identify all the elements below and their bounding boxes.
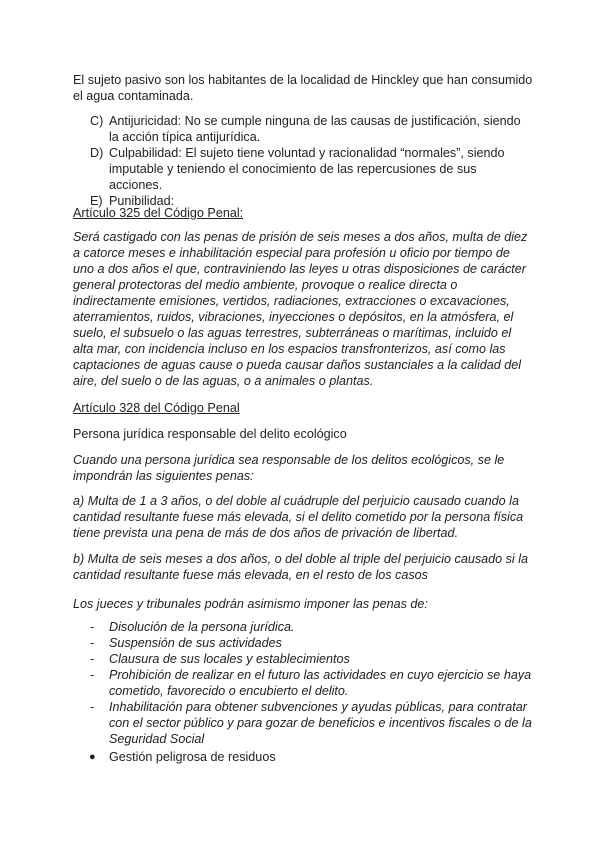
list-text: Suspensión de sus actividades xyxy=(109,636,282,650)
bullet-icon: ● xyxy=(89,751,96,763)
dash-marker: - xyxy=(90,652,95,666)
list-item xyxy=(73,113,533,145)
intro-paragraph: El sujeto pasivo son los habitantes de la localidad de Hinckley que han consumido el agua contaminada. xyxy=(73,73,533,103)
list-item xyxy=(73,619,533,635)
list-item xyxy=(73,651,533,667)
article-328-intro: Cuando una persona jurídica sea responsable de los delitos ecológicos, se le impondrán las siguientes penas: xyxy=(73,453,505,483)
list-text: Punibilidad: xyxy=(109,194,175,208)
dash-marker: - xyxy=(90,636,95,650)
dash-marker: - xyxy=(90,668,95,682)
list-text: Culpabilidad: El sujeto tiene voluntad y racionalidad “normales”, siendo imputable y teniendo el conocimiento de las repercusiones de sus acciones. xyxy=(109,146,505,192)
elements-list xyxy=(73,113,533,209)
article-328-subtitle: Persona jurídica responsable del delito ecológico xyxy=(73,427,347,441)
list-item xyxy=(73,699,533,747)
list-item xyxy=(73,749,533,765)
dash-marker: - xyxy=(90,620,95,634)
list-text: Antijuricidad: No se cumple ninguna de las causas de justificación, siendo la acción típica antijurídica. xyxy=(109,114,521,144)
article-325-heading: Artículo 325 del Código Penal: xyxy=(73,206,244,220)
list-letter: D) xyxy=(90,146,104,160)
article-328-heading: Artículo 328 del Código Penal xyxy=(73,401,240,415)
list-item xyxy=(73,635,533,651)
residuos-list xyxy=(73,749,533,765)
article-325-text: Será castigado con las penas de prisión de seis meses a dos años, multa de diez a catorce meses e inhabilitación especial para profesión u oficio por tiempo de uno a dos años el que, contraviniendo las leyes u otras disposiciones de carácter general protectoras del medio ambiente, provoque o realice directa o indirectamente emisiones, vertidos, radiaciones, extracciones o excavaciones, aterramientos, ruidos, vibraciones, inyecciones o depósitos, en la atmósfera, el suelo, el subsuelo o las aguas terrestres, subterráneas o marítimas, incluido el alta mar, con incidencia incluso en los espacios transfronterizos, así como las captaciones de aguas cause o pueda causar daños sustanciales a la calidad del aire, del suelo o de las aguas, o a animales o plantas. xyxy=(73,230,528,388)
list-text: Disolución de la persona jurídica. xyxy=(109,620,295,634)
dash-marker: - xyxy=(90,700,95,714)
penalties-list xyxy=(73,619,533,747)
list-item xyxy=(73,145,533,193)
list-text: Clausura de sus locales y establecimientos xyxy=(109,652,350,666)
list-letter: C) xyxy=(90,114,104,128)
article-328-penalty-a: a) Multa de 1 a 3 años, o del doble al cuádruple del perjuicio causado cuando la cantidad resultante fuese más elevada, si el delito cometido por la persona física tiene prevista una pena de más de dos años de privación de libertad. xyxy=(73,494,524,540)
list-item xyxy=(73,667,533,699)
article-328-penalty-b: b) Multa de seis meses a dos años, o del doble al triple del perjuicio causado si la cantidad resultante fuese más elevada, en el resto de los casos xyxy=(73,552,529,582)
article-328-judges: Los jueces y tribunales podrán asimismo imponer las penas de: xyxy=(73,597,428,611)
list-text: Prohibición de realizar en el futuro las actividades en cuyo ejercicio se haya cometido, favorecido o encubierto el delito. xyxy=(109,668,532,698)
list-letter: E) xyxy=(90,194,103,208)
list-text: Gestión peligrosa de residuos xyxy=(109,750,276,764)
list-text: Inhabilitación para obtener subvenciones y ayudas públicas, para contratar con el sector público y para gozar de beneficios e incentivos fiscales o de la Seguridad Social xyxy=(109,700,532,746)
